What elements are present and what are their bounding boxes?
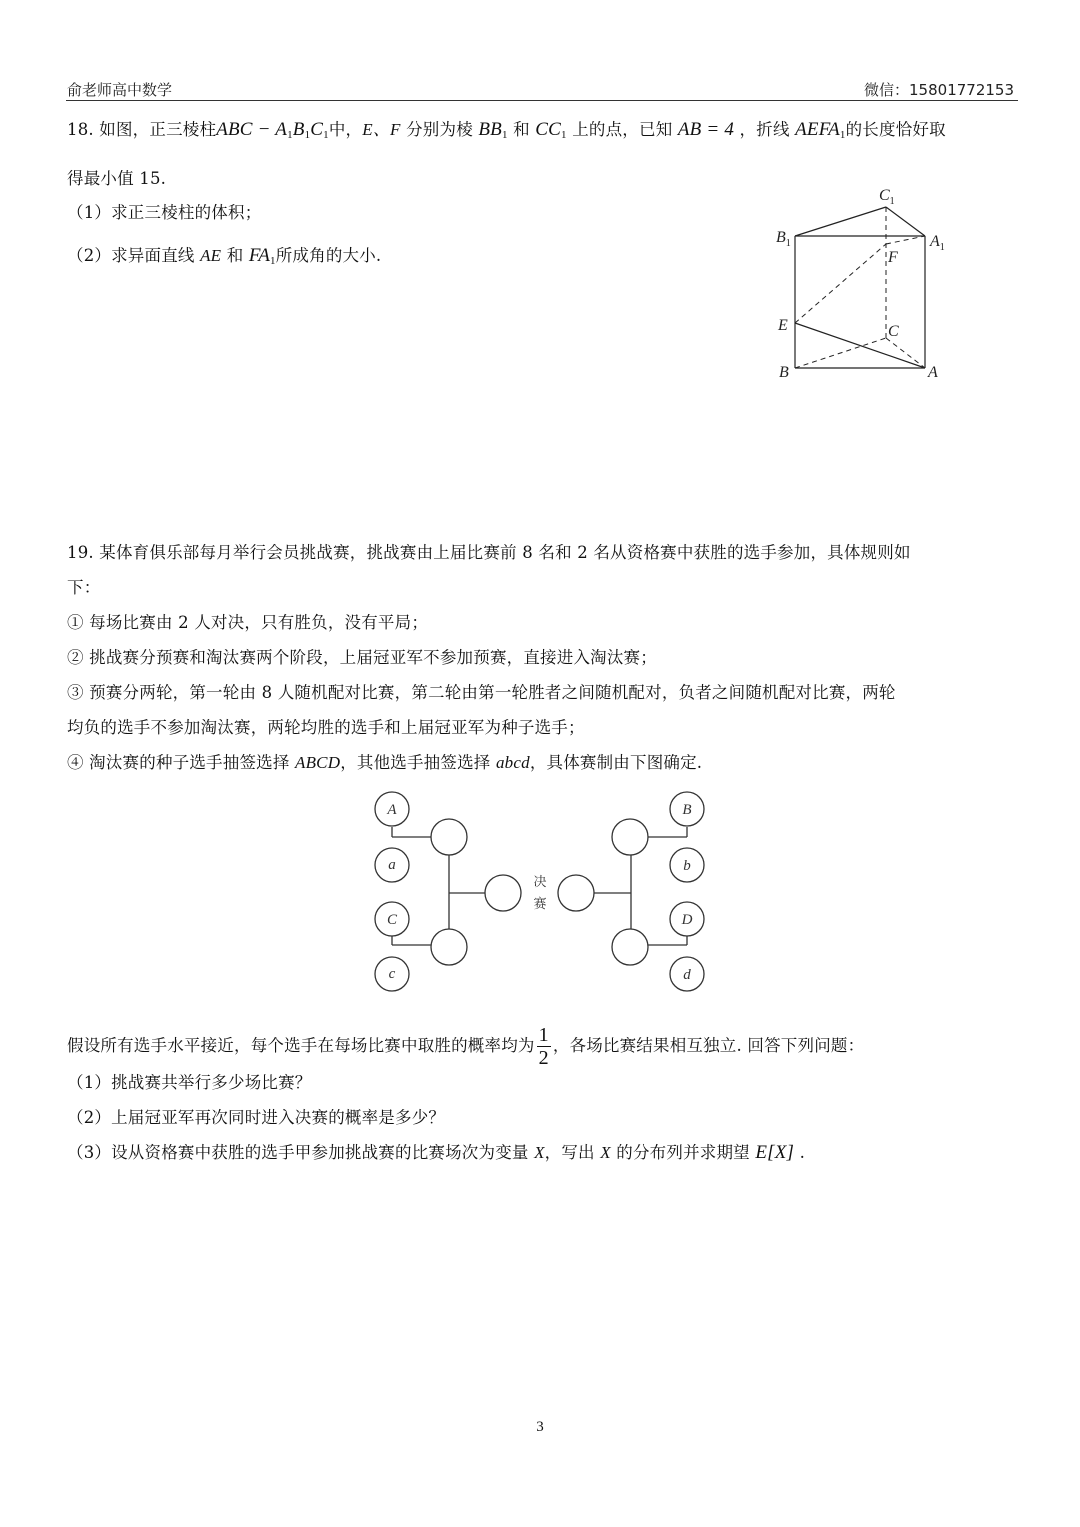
q19-rule1: ① 每场比赛由 2 人对决，只有胜负，没有平局； <box>67 613 429 632</box>
q19-var-x: X <box>534 1143 545 1162</box>
q19-others: abcd <box>495 753 530 772</box>
q18-p2-a: （2）求异面直线 <box>67 246 195 265</box>
q19-p3-d: . <box>799 1143 806 1162</box>
q19-line2: 下： <box>67 578 101 597</box>
q19-var-x2: X <box>600 1143 611 1162</box>
q18-intro-b: 中， <box>328 120 363 139</box>
q18-prism <box>216 119 329 140</box>
label-d: d <box>683 967 691 983</box>
slot-left-semi-bottom <box>431 929 467 965</box>
label-B: B <box>682 802 692 818</box>
sub-1: 1 <box>501 129 508 141</box>
q19-p3-c: 的分布列并求期望 <box>616 1143 750 1162</box>
q18-intro-c: 分别为棱 <box>406 120 473 139</box>
q19-expectation: E[X] <box>755 1142 795 1163</box>
sub-1: 1 <box>304 129 311 141</box>
q19-p3-b: ，写出 <box>544 1143 595 1162</box>
q18-fa1 <box>249 245 276 266</box>
page-number: 3 <box>536 1419 544 1435</box>
header-divider <box>66 100 1018 101</box>
label-D: D <box>681 912 693 928</box>
q18-line2: 得最小值 15. <box>67 169 167 188</box>
q18-path-text: AEFA <box>795 119 840 140</box>
q19-rule2: ② 挑战赛分预赛和淘汰赛两个阶段，上届冠亚军不参加预赛，直接进入淘汰赛； <box>67 648 657 667</box>
q18-part1: （1）求正三棱柱的体积； <box>67 203 262 222</box>
fraction-denominator: 2 <box>538 1047 549 1069</box>
q19-p3-a: （3）设从资格赛中获胜的选手甲参加挑战赛的比赛场次为变量 <box>67 1143 529 1162</box>
sub-1: 1 <box>839 129 846 141</box>
header-title: 俞老师高中数学 <box>67 81 173 99</box>
q18-bb1 <box>478 119 507 140</box>
q18-part2 <box>67 246 381 271</box>
q18-prism-c: C <box>310 119 324 140</box>
edge-bc <box>795 338 886 368</box>
q19-part2: （2）上届冠亚军再次同时进入决赛的概率是多少？ <box>67 1108 446 1127</box>
label-A: A <box>387 802 397 818</box>
edge-b1c1 <box>795 207 886 236</box>
q19-line1: 19. 某体育俱乐部每月举行会员挑战赛，挑战赛由上届比赛前 8 名和 2 名从资格赛中获胜的选手参加，具体规则如 <box>67 543 911 562</box>
final-label-bottom: 赛 <box>533 896 547 911</box>
q18-intro-d: 上的点，已知 <box>572 120 673 139</box>
bracket-diagram <box>360 782 720 1004</box>
q18-cc1-text: CC <box>535 119 562 140</box>
q19-r4-c: ，具体赛制由下图确定. <box>529 753 703 772</box>
q18-points: E、F <box>362 120 401 139</box>
sub-1: 1 <box>270 255 276 267</box>
label-c: c <box>388 966 396 982</box>
q19-part3 <box>67 1143 805 1163</box>
label-e: E <box>778 317 788 334</box>
q19-part1: （1）挑战赛共举行多少场比赛？ <box>67 1073 312 1092</box>
label-f: F <box>888 249 898 266</box>
q19-r4-a: ④ 淘汰赛的种子选手抽签选择 <box>67 753 290 772</box>
slot-right-semi-bottom <box>612 929 648 965</box>
q19-rule3a: ③ 预赛分两轮，第一轮由 8 人随机配对比赛，第二轮由第一轮胜者之间随机配对，负者之间随机配对比赛，两轮 <box>67 683 896 702</box>
q18-line1 <box>67 120 946 145</box>
q18-cc1 <box>535 119 566 140</box>
q19-rule4 <box>67 753 702 773</box>
q18-intro-a: 18. 如图，正三棱柱 <box>67 120 217 139</box>
label-c1: $C_1$ <box>879 187 895 207</box>
slot-right-finalist <box>558 875 594 911</box>
label-b1: $B_1$ <box>776 229 791 249</box>
q18-prism-b: B <box>292 119 305 140</box>
q19-r4-b: ，其他选手抽签选择 <box>340 753 491 772</box>
edge-ca <box>886 338 925 368</box>
q19-assume-b: ，各场比赛结果相互独立. 回答下列问题： <box>552 1036 865 1055</box>
q18-prism-main: ABC − A <box>216 119 288 140</box>
prism-figure <box>760 180 970 390</box>
q18-ab-eq: AB = 4 <box>677 119 735 140</box>
q19-assume-a: 假设所有选手水平接近，每个选手在每场比赛中取胜的概率均为 <box>67 1036 535 1055</box>
q18-bb1-text: BB <box>478 119 502 140</box>
fraction-numerator: 1 <box>538 1024 549 1046</box>
final-label-top: 决 <box>533 874 547 889</box>
sub-1: 1 <box>287 129 293 141</box>
q18-intro-f: 的长度恰好取 <box>845 120 946 139</box>
q18-path <box>795 119 845 140</box>
label-a: a <box>388 857 396 873</box>
slot-right-semi-top <box>612 819 648 855</box>
sub-1: 1 <box>561 129 567 141</box>
q18-p2-b: 和 <box>226 246 244 265</box>
label-b: b <box>683 858 691 874</box>
label-a: A <box>928 364 938 381</box>
header-contact: 微信：15801772153 <box>864 81 1014 99</box>
fraction-one-half <box>537 1024 551 1069</box>
label-b: B <box>779 364 789 381</box>
slot-left-finalist <box>485 875 521 911</box>
q18-fa1-text: FA <box>248 245 271 266</box>
q18-p2-c: 所成角的大小. <box>275 246 382 265</box>
q18-ae: AE <box>200 246 222 265</box>
label-c: C <box>888 323 899 340</box>
slot-left-semi-top <box>431 819 467 855</box>
q18-and: 和 <box>513 120 530 139</box>
label-a1: $A_1$ <box>930 233 945 253</box>
q19-seeds: ABCD <box>295 753 341 772</box>
q19-assumption <box>67 1024 864 1069</box>
sub-1: 1 <box>323 129 329 141</box>
q18-intro-e: ，折线 <box>739 120 790 139</box>
segment-ef <box>795 244 886 323</box>
q19-rule3b: 均负的选手不参加淘汰赛，两轮均胜的选手和上届冠亚军为种子选手； <box>67 718 585 737</box>
edge-c1a1 <box>886 207 925 236</box>
label-C: C <box>386 912 398 928</box>
segment-fa1 <box>886 236 925 244</box>
